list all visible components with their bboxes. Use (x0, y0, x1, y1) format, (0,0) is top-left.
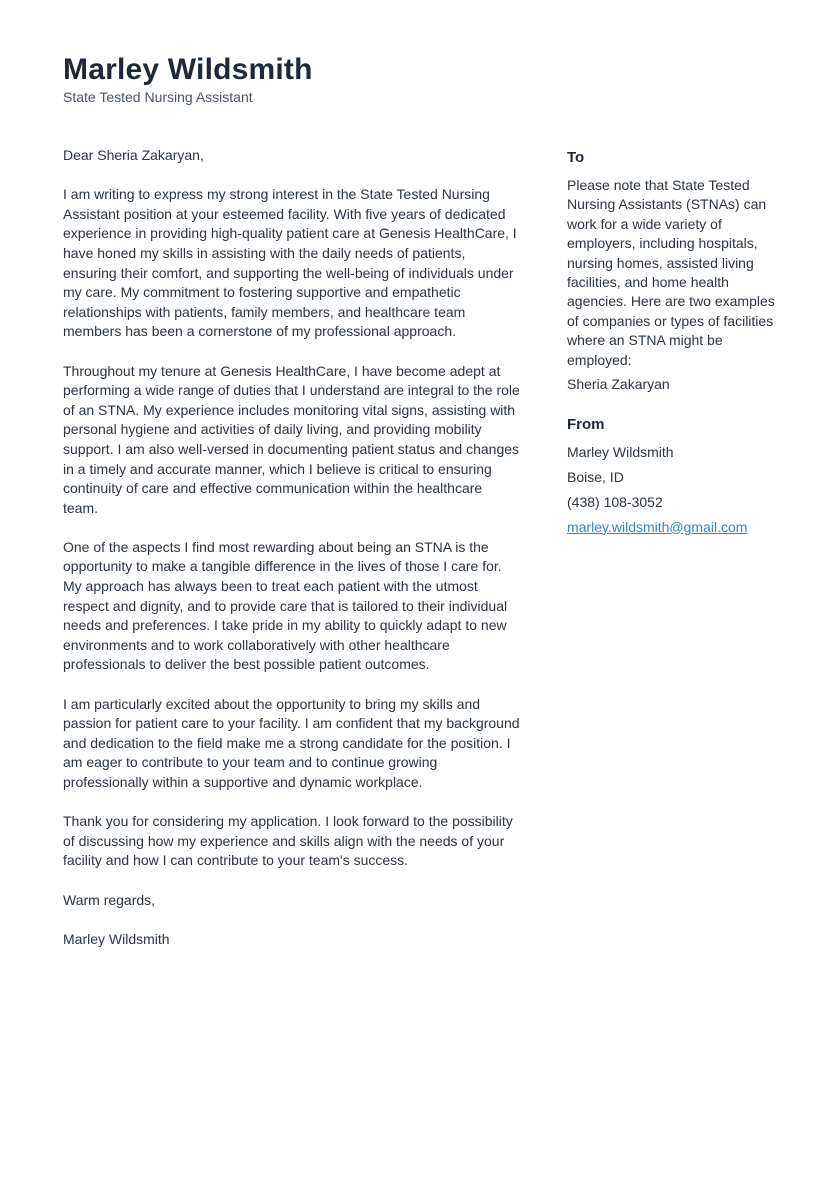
from-heading: From (567, 415, 605, 433)
from-phone: (438) 108-3052 (567, 493, 663, 510)
contact-sidebar (567, 148, 779, 543)
to-name: Sheria Zakaryan (567, 376, 670, 393)
letter-header (63, 52, 763, 106)
closing: Warm regards, (63, 891, 156, 908)
to-heading: To (567, 149, 585, 166)
paragraph-1: I am writing to express my strong interest in the State Tested Nursing Assistant position at your esteemed facility. With five years of dedicated experience in providing high-quality patient care at Genesis HealthCare, I have honed my skills in assisting with the daily needs of patients, ensuring their comfort, and supporting the well-being of individuals under my care. My commitment to fostering supportive and empathetic relationships with patients, family members, and healthcare team members has been a cornerstone of my professional approach. (63, 186, 517, 340)
to-note: Please note that State Tested Nursing Assistants (STNAs) can work for a wide variety of employers, including hospitals, nursing homes, assisted living facilities, and home health agencies. Here are two examples of companies or types of facilities where an STNA might be employed: (567, 177, 775, 368)
letter-body (63, 146, 521, 969)
paragraph-5: Thank you for considering my application. I look forward to the possibility of discussing how my experience and skills align with the needs of your facility and how I can contribute to your team's success. (63, 813, 513, 869)
from-location: Boise, ID (567, 468, 624, 485)
salutation: Dear Sheria Zakaryan, (63, 147, 204, 163)
paragraph-2: Throughout my tenure at Genesis HealthCare, I have become adept at performing a wide range of duties that I understand are integral to the role of an STNA. My experience includes monitoring vital signs, assisting with personal hygiene and activities of daily living, and providing mobility support. I am also well-versed in documenting patient status and changes in a timely and accurate manner, which I believe is critical to ensuring continuity of care and effective communication within the healthcare team. (63, 362, 520, 516)
email-link[interactable]: marley.wildsmith@gmail.com (567, 518, 748, 535)
applicant-title: State Tested Nursing Assistant (63, 89, 253, 105)
paragraph-4: I am particularly excited about the opportunity to bring my skills and passion for patient care to your facility. I am confident that my background and dedication to the field make me a strong candidate for the position. I am eager to contribute to your team and to continue growing professionally within a supportive and dynamic workplace. (63, 695, 520, 790)
from-email-row (567, 518, 779, 537)
section-gap (567, 400, 779, 415)
paragraph-3: One of the aspects I find most rewarding about being an STNA is the opportunity to make a tangible difference in the lives of those I care for. My approach has always been to treat each patient with the utmost respect and dignity, and to provide care that is tailored to their individual needs and preferences. I take pride in my ability to quickly adapt to new environments and to work collaboratively with other healthcare professionals to deliver the best possible patient outcomes. (63, 538, 508, 673)
applicant-name: Marley Wildsmith (63, 53, 313, 86)
from-name: Marley Wildsmith (567, 443, 674, 460)
signature: Marley Wildsmith (63, 930, 170, 947)
